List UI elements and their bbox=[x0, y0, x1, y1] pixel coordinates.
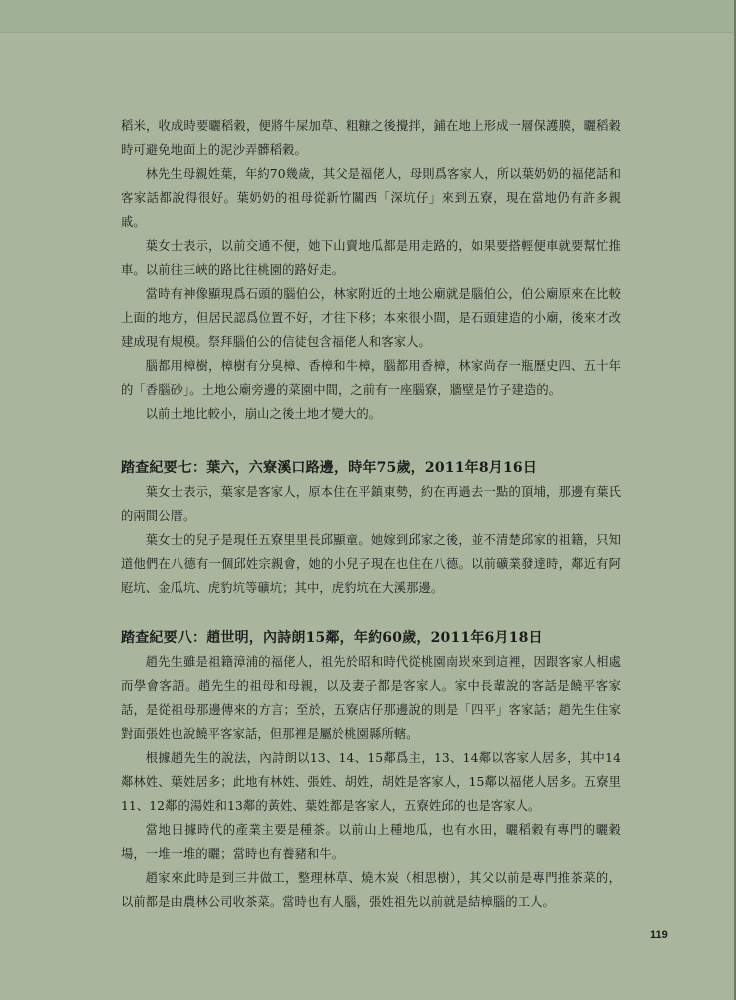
paragraph: 趙家來此時是到三井做工，整理林草、燒木炭（相思樹），其父以前是專門推茶菜的，以前都是由農林公司收茶菜。當時也有人腦，張姓祖先以前就是結樟腦的工人。 bbox=[121, 871, 621, 909]
page-number: 119 bbox=[650, 929, 668, 941]
paragraph: 葉女士的兒子是現任五寮里里長邱顯童。她嫁到邱家之後，並不清楚邱家的祖籍，只知道他們在八德有一個邱姓宗親會，她的小兒子現在也住在八德。以前礦業發達時，鄰近有阿屘坑、金瓜坑、虎豹坑等礦坑；其中，虎豹坑在大溪那邊。 bbox=[121, 533, 621, 595]
paragraph: 稻米，收成時要曬稻穀，便將牛屎加草、粗糠之後攪拌，鋪在地上形成一層保護膜，曬稻穀時可避免地面上的泥沙弄髒稻穀。 bbox=[121, 119, 621, 157]
header-band bbox=[0, 0, 736, 33]
paragraph: 根據趙先生的說法，內詩朗以13、14、15鄰爲主，13、14鄰以客家人居多，其中14鄰林姓、葉姓居多；此地有林姓、張姓、胡姓，胡姓是客家人，15鄰以福佬人居多。五寮里11、12鄰的湯姓和13鄰的黃姓、葉姓都是客家人，五寮姓邱的也是客家人。 bbox=[121, 751, 621, 813]
paragraph: 趙先生雖是祖籍漳浦的福佬人，祖先於昭和時代從桃園南崁來到這裡，因跟客家人相處而學會客語。趙先生的祖母和母親，以及妻子都是客家人。家中長輩說的客話是饒平客家話，是從祖母那邊傳來的方言；至於，五寮店仔那邊說的則是「四平」客家話；趙先生住家對面張姓也說饒平客家話，但那裡是屬於桃園縣所轄。 bbox=[121, 655, 621, 741]
paragraph: 葉女士表示，葉家是客家人，原本住在平鎮東勢，約在再過去一點的頂埔，那邊有葉氏的兩間公厝。 bbox=[121, 485, 621, 523]
paragraph: 林先生母親姓葉，年約70幾歲，其父是福佬人，母則爲客家人，所以葉奶奶的福佬話和客家話都說得很好。葉奶奶的祖母從新竹關西「深坑仔」來到五寮，現在當地仍有許多親戚。 bbox=[121, 167, 621, 229]
paragraph: 當地日據時代的產業主要是種茶。以前山上種地瓜，也有水田，曬稻穀有專門的曬穀場，一堆一堆的曬；當時也有養豬和牛。 bbox=[121, 823, 621, 861]
section-heading-8: 踏查紀要八：趙世明，內詩朗15鄰，年約60歲，2011年6月18日 bbox=[121, 630, 543, 646]
paragraph: 葉女士表示，以前交通不便，她下山賣地瓜都是用走路的，如果要搭輕便車就要幫忙推車。以前往三峽的路比往桃園的路好走。 bbox=[121, 239, 621, 277]
paragraph: 腦都用樟樹，樟樹有分臭樟、香樟和牛樟，腦都用香樟，林家尚存一瓶歷史四、五十年的「香腦砂」。土地公廟旁邊的菜園中間，之前有一座腦寮，牆壁是竹子建造的。 bbox=[121, 359, 621, 397]
paragraph: 當時有神像顯現爲石頭的腦伯公，林家附近的土地公廟就是腦伯公，伯公廟原來在比較上面的地方，但居民認爲位置不好，才往下移；本來很小間，是石頭建造的小廟，後來才改建成現有規模。祭拜腦伯公的信徒包含福佬人和客家人。 bbox=[121, 287, 621, 349]
paragraph: 以前土地比較小，崩山之後土地才變大的。 bbox=[145, 407, 382, 421]
body-text bbox=[121, 114, 621, 914]
section-heading-7: 踏查紀要七：葉六，六寮溪口路邊，時年75歲，2011年8月16日 bbox=[121, 460, 538, 476]
